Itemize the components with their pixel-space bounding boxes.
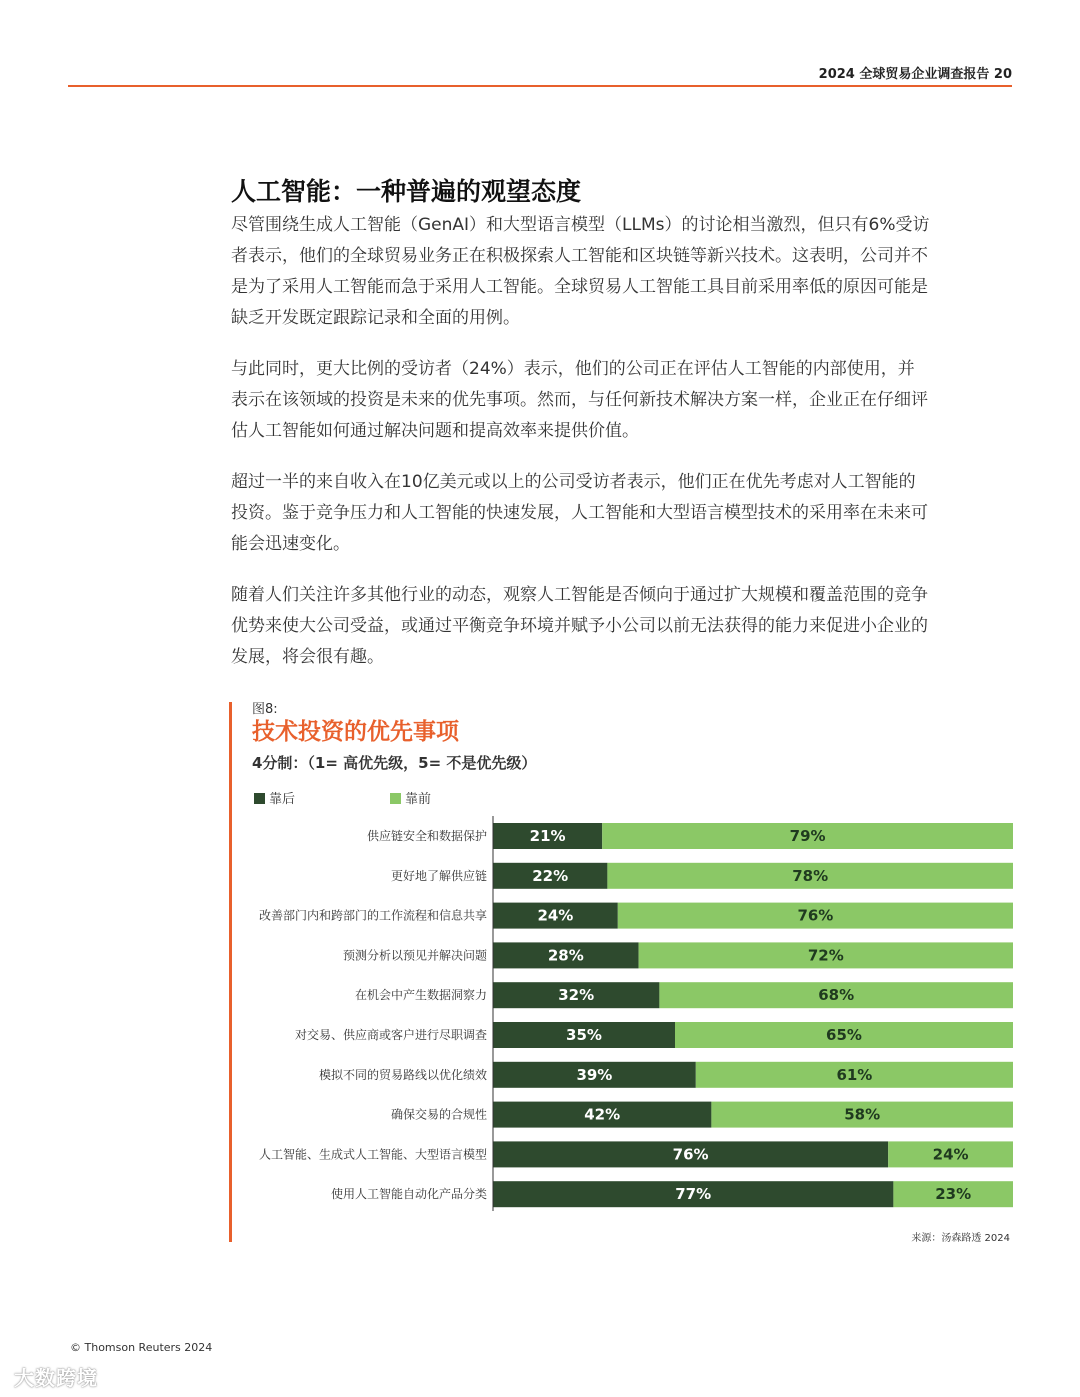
data-label: 42% xyxy=(584,1105,621,1124)
body-text xyxy=(231,210,931,693)
data-label: 72% xyxy=(807,946,844,965)
category-label: 对交易、供应商或客户进行尽职调查 xyxy=(294,1028,487,1042)
legend-swatch xyxy=(390,793,401,804)
paragraph: 超过一半的来自收入在10亿美元或以上的公司受访者表示，他们正在优先考虑对人工智能的投资。鉴于竞争压力和人工智能的快速发展，人工智能和大型语言模型技术的采用率在未来可能会迅速变化。 xyxy=(231,472,928,554)
chart-canvas xyxy=(240,816,1015,1211)
data-label: 24% xyxy=(537,906,574,925)
category-label: 改善部门内和跨部门的工作流程和信息共享 xyxy=(258,908,487,923)
legend-item-back xyxy=(254,788,295,807)
legend-label: 靠前 xyxy=(405,792,432,807)
data-label: 61% xyxy=(836,1065,873,1084)
section-title: 人工智能：一种普遍的观望态度 xyxy=(231,177,582,206)
data-label: 65% xyxy=(826,1026,862,1044)
data-label: 76% xyxy=(797,906,834,925)
data-label: 22% xyxy=(532,866,569,885)
category-label: 在机会中产生数据洞察力 xyxy=(354,988,487,1003)
watermark-logo: 大数跨境 xyxy=(14,1366,98,1390)
data-label: 39% xyxy=(576,1065,613,1084)
category-label: 更好地了解供应链 xyxy=(390,868,487,883)
data-label: 35% xyxy=(566,1026,602,1044)
paragraph: 尽管围绕生成人工智能（GenAI）和大型语言模型（LLMs）的讨论相当激烈，但只有6%受访者表示，他们的全球贸易业务正在积极探索人工智能和区块链等新兴技术。这表明，公司并不是为了采用人工智能而急于采用人工智能。全球贸易人工智能工具目前采用率低的原因可能是缺乏开发既定跟踪记录和全面的用例。 xyxy=(231,215,930,328)
category-label: 使用人工智能自动化产品分类 xyxy=(330,1187,487,1202)
figure-accent-bar xyxy=(229,702,232,1242)
paragraph: 随着人们关注许多其他行业的动态，观察人工智能是否倾向于通过扩大规模和覆盖范围的竞争优势来使大公司受益，或通过平衡竞争环境并赋予小公司以前无法获得的能力来促进小企业的发展，将会很有趣。 xyxy=(231,585,928,667)
data-label: 79% xyxy=(789,827,826,845)
data-label: 32% xyxy=(558,986,595,1005)
data-label: 24% xyxy=(932,1145,969,1164)
data-label: 76% xyxy=(672,1145,709,1164)
data-label: 28% xyxy=(547,946,584,965)
legend-swatch xyxy=(254,793,265,804)
category-label: 确保交易的合规性 xyxy=(390,1107,487,1122)
data-label: 21% xyxy=(529,827,566,845)
category-label: 人工智能、生成式人工智能、大型语言模型 xyxy=(258,1147,487,1162)
page-header-title: 2024 全球贸易企业调查报告 20 xyxy=(818,67,1012,82)
legend-item-front xyxy=(390,788,431,807)
data-label: 78% xyxy=(792,866,829,885)
stacked-bar-chart xyxy=(240,816,1015,1211)
category-label: 模拟不同的贸易路线以优化绩效 xyxy=(318,1067,487,1082)
data-label: 77% xyxy=(675,1185,712,1204)
category-label: 供应链安全和数据保护 xyxy=(366,829,487,843)
figure-label: 图8: xyxy=(252,702,278,717)
data-label: 23% xyxy=(935,1185,972,1204)
chart-title: 技术投资的优先事项 xyxy=(252,719,459,745)
header-divider xyxy=(68,85,1012,87)
data-label: 58% xyxy=(844,1105,881,1124)
category-label: 预测分析以预见并解决问题 xyxy=(342,948,487,963)
chart-source: 来源：汤森路透 2024 xyxy=(911,1233,1010,1244)
data-label: 68% xyxy=(818,986,855,1005)
chart-subtitle: 4分制：（1= 高优先级，5= 不是优先级） xyxy=(252,754,537,772)
footer-copyright: © Thomson Reuters 2024 xyxy=(70,1341,213,1354)
paragraph: 与此同时，更大比例的受访者（24%）表示，他们的公司正在评估人工智能的内部使用，并表示在该领域的投资是未来的优先事项。然而，与任何新技术解决方案一样，企业正在仔细评估人工智能如何通过解决问题和提高效率来提供价值。 xyxy=(231,359,928,441)
legend-label: 靠后 xyxy=(269,792,296,807)
